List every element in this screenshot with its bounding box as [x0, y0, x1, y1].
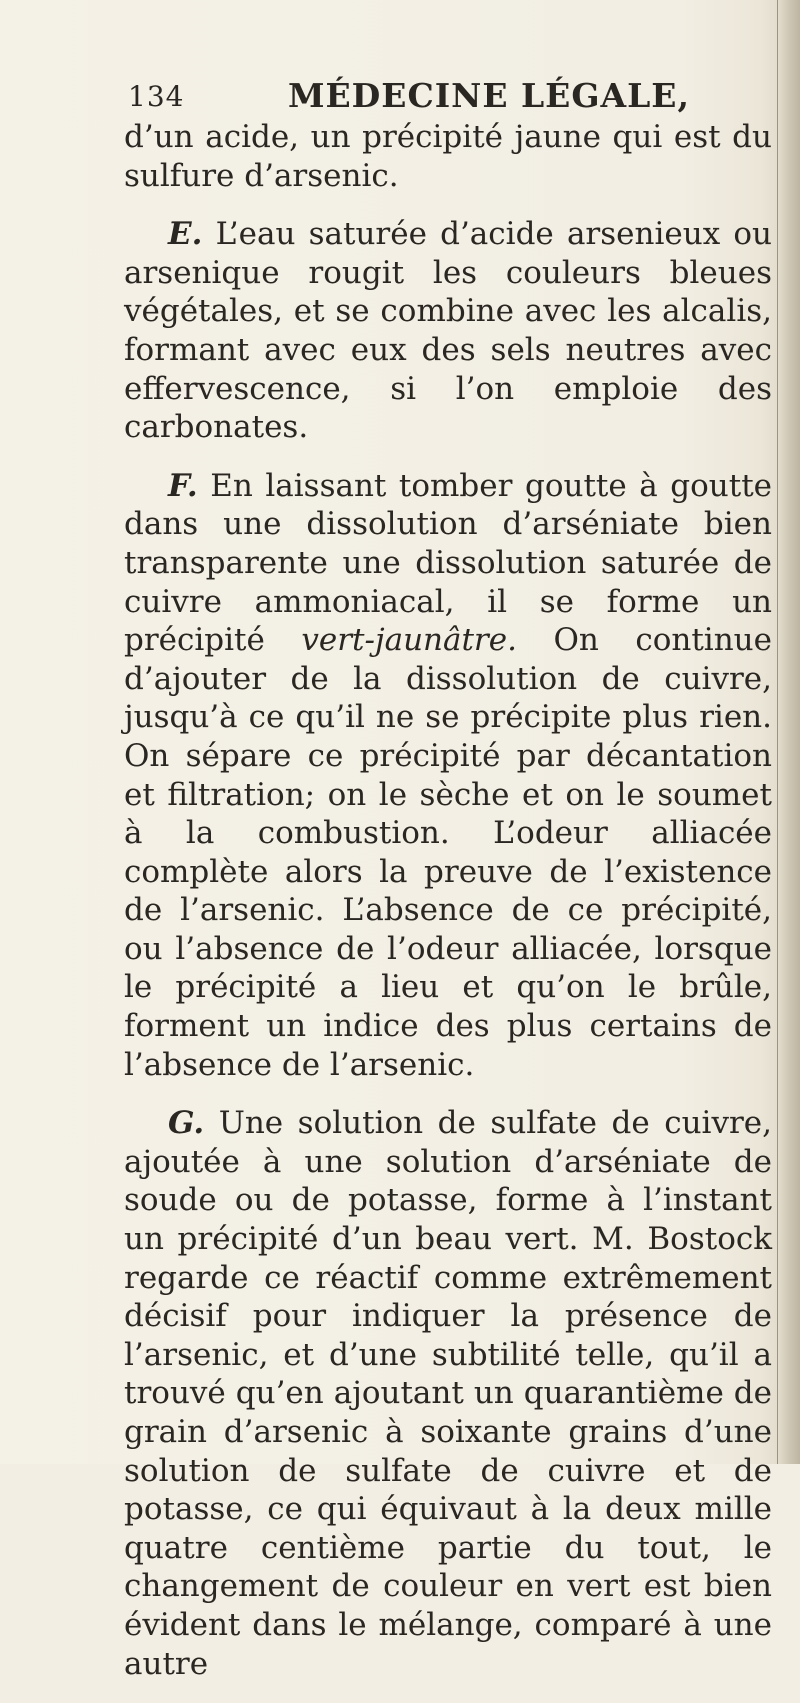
paragraph-marker: G.: [168, 1105, 205, 1142]
paragraph-text: En laissant tomber goutte à goutte dans une dissolution d’arséniate bien transparente une dissolution saturée de cuivre ammoniacal, il se forme un précipité: [124, 467, 772, 659]
body-text: [124, 118, 772, 1703]
paragraph-text: Une solution de sulfate de cuivre, ajoutée à une solution d’arséniate de soude ou de potasse, forme à l’instant un précipité d’un beau vert. M. Bostock regarde ce réactif comme extrêmement décisif pour indiquer la présence de l’arsenic, et d’une subtilité telle, qu’il a trouvé qu’en ajoutant un quarantième de grain d’arsenic à soixante grains d’une solution de sulfate de cuivre et de potasse, ce qui équivaut à la deux mille quatre centième partie du tout, le changement de couleur en vert est bien évident dans le mélange, comparé à une autre: [124, 1105, 772, 1682]
page-header: [128, 74, 728, 120]
paragraph-text: On continue d’ajouter de la dissolution de cuivre, jusqu’à ce qu’il ne se précipite plus rien. On sépare ce précipité par décantation et filtration; on le sèche et on le soumet à la combustion. L’odeur alliacée complète alors la preuve de l’existence de l’arsenic. L’absence de ce précipité, ou l’absence de l’odeur alliacée, lorsque le précipité a lieu et qu’on le brûle, forment un indice des plus certains de l’absence de l’arsenic.: [124, 622, 772, 1083]
paragraph-marker: E.: [168, 216, 203, 253]
paragraph-marker: F.: [168, 467, 198, 504]
paragraph-text: d’un acide, un précipité jaune qui est du sulfure d’arsenic.: [124, 119, 772, 194]
paragraph-f: [124, 467, 772, 1085]
paragraph-continued: [124, 118, 772, 195]
running-head: MÉDECINE LÉGALE,: [288, 76, 690, 115]
paragraph-g: [124, 1104, 772, 1683]
page-number: 134: [128, 80, 185, 113]
adjacent-page-edge: [777, 0, 800, 1464]
italic-term: vert-jaunâtre.: [301, 622, 517, 659]
paragraph-text: L’eau saturée d’acide arsenieux ou arsenique rougit les couleurs bleues végétales, et se combine avec les alcalis, formant avec eux des sels neutres avec effervescence, si l’on emploie des carbonates.: [124, 216, 772, 446]
paragraph-e: [124, 215, 772, 447]
